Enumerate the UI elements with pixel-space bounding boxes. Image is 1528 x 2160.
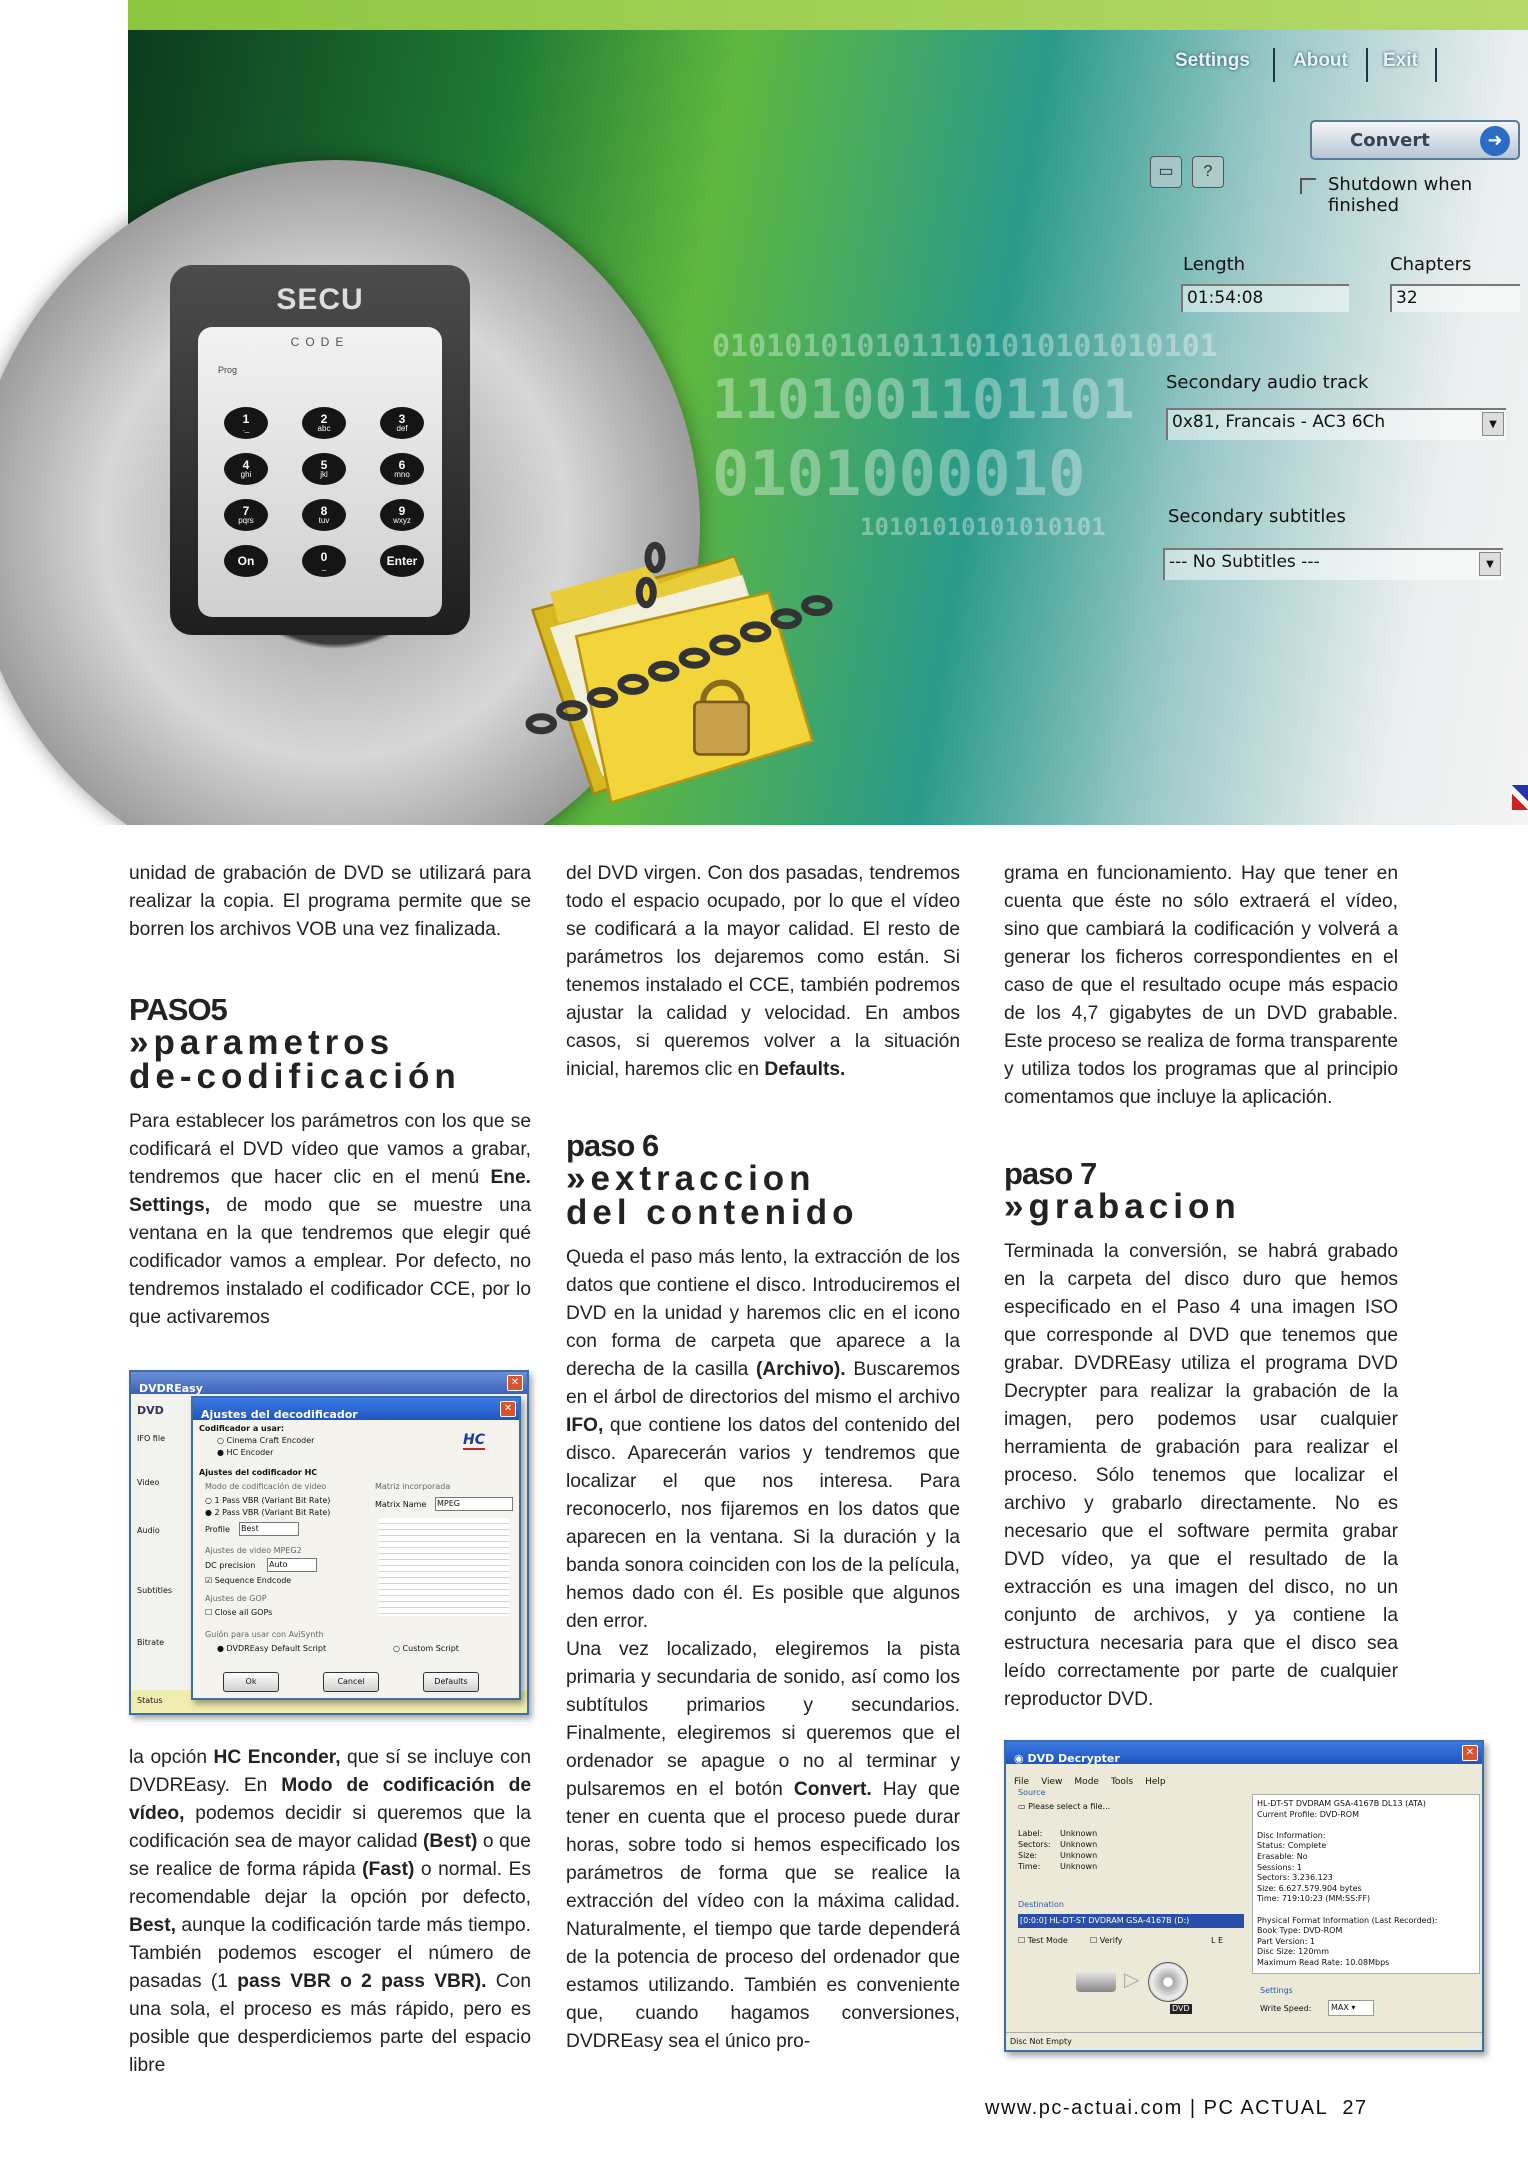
text-run: podemos decidir si queremos que la codificación sea de mayor calidad bbox=[129, 1803, 531, 1852]
write-speed-select[interactable]: MAX ▾ bbox=[1328, 2000, 1374, 2016]
bold-text: Defaults. bbox=[764, 1059, 846, 1080]
text-run: Buscaremos en el árbol de directorios del mismo el archivo bbox=[566, 1359, 961, 1408]
article-column-3 bbox=[1004, 860, 1475, 2060]
convert-label: Convert bbox=[1350, 129, 1430, 151]
key-number: 4 bbox=[242, 458, 250, 472]
section-heading bbox=[566, 1130, 960, 1230]
text-run: que contiene los datos del contenido del disco. Aparecerán varios y tendremos que localizar el que nos interesa. Para reconocerlo, nos fijaremos en los datos que aparecen en la ventana. Si la duración y la banda sonora coinciden con los de la película, hemos dado con él. Es posible que algunos den error. bbox=[566, 1415, 960, 1632]
key-number: 6 bbox=[398, 458, 406, 472]
text-run: aunque la codificación tarde más tiempo. También podemos escoger el número de pasadas (1 bbox=[129, 1915, 531, 1992]
shutdown-checkbox[interactable] bbox=[1300, 178, 1316, 194]
key-letters: ._ bbox=[242, 424, 250, 433]
heading-line: »extraccion bbox=[566, 1159, 816, 1198]
text-run: Con una sola, el proceso es más rápido, pero es posible que desperdiciemos parte del espacio libre bbox=[129, 1971, 531, 2076]
gop-label: Ajustes de GOP bbox=[205, 1594, 267, 1603]
key-letters: _ bbox=[321, 562, 327, 571]
info-key: Sectors: bbox=[1018, 1840, 1051, 1849]
dc-select[interactable]: Auto bbox=[267, 1558, 317, 1572]
key-letters: ghi bbox=[240, 470, 252, 479]
dvd-decrypter-screenshot bbox=[1004, 1740, 1475, 2060]
paragraph bbox=[566, 1636, 960, 2056]
destination-select[interactable]: [0:0:0] HL-DT-ST DVDRAM GSA-4167B (D:) bbox=[1018, 1914, 1244, 1928]
step-text: PASO5 bbox=[129, 992, 227, 1027]
key-letters: mno bbox=[394, 470, 410, 479]
sidebar-item-ifo[interactable]: IFO file bbox=[137, 1434, 165, 1443]
test-mode-checkbox[interactable]: ☐ Test Mode bbox=[1018, 1936, 1068, 1945]
keypad-key bbox=[380, 545, 424, 577]
article-column-1 bbox=[129, 860, 531, 2080]
disc-info-line: Erasable: No bbox=[1257, 1851, 1308, 1861]
disc-info-line: Physical Format Information (Last Recorded): bbox=[1257, 1915, 1438, 1925]
keypad-key bbox=[302, 545, 346, 577]
info-value: Unknown bbox=[1060, 1829, 1098, 1838]
info-value: Unknown bbox=[1060, 1840, 1098, 1849]
convert-button[interactable] bbox=[1310, 120, 1520, 160]
keypad-key bbox=[224, 407, 268, 439]
disc-info-line: Book Type: DVD-ROM bbox=[1257, 1926, 1343, 1936]
keypad-keys bbox=[224, 407, 424, 577]
ok-button[interactable]: Ok bbox=[223, 1672, 279, 1692]
dc-label: DC precision bbox=[205, 1561, 256, 1570]
settings-label: Settings bbox=[1260, 1986, 1293, 1995]
footer-separator: | bbox=[1189, 2097, 1197, 2119]
source-label: Source bbox=[1018, 1788, 1046, 1797]
status-bar: Status bbox=[131, 1690, 529, 1715]
bold-text: IFO, bbox=[566, 1415, 604, 1436]
info-row bbox=[1018, 1828, 1097, 1839]
menu-separator bbox=[1435, 48, 1437, 82]
hc-logo: HC bbox=[463, 1432, 485, 1448]
paragraph bbox=[129, 1744, 531, 2080]
info-key: Size: bbox=[1018, 1851, 1038, 1860]
key-number: 3 bbox=[398, 412, 406, 426]
disc-info-line: Part Version: 1 bbox=[1257, 1936, 1316, 1946]
hero-illustration bbox=[0, 0, 1528, 825]
page-number: 27 bbox=[1342, 2097, 1368, 2119]
keypad-key bbox=[224, 453, 268, 485]
text-run: del DVD virgen. Con dos pasadas, tendremos todo el espacio ocupado, por lo que el vídeo se codificará a la mayor calidad. El resto de parámetros los dejaremos como están. Si tenemos instalado el CCE, también podremos ajustar la calidad y velocidad. En ambos casos, si queremos volver a la situación inicial, haremos clic en bbox=[566, 863, 960, 1080]
keypad-key bbox=[380, 499, 424, 531]
heading-line: del contenido bbox=[566, 1193, 859, 1232]
disc-info-line: Maximum Read Rate: 10.08Mbps bbox=[1257, 1957, 1390, 1967]
text-run: Una vez localizado, elegiremos la pista primaria y secundaria de sonido, así como los subtítulos primarios y secundarios. Finalmente, elegiremos si queremos que el ordenador se apague o no al terminar y pulsaremos en el botón bbox=[566, 1639, 960, 1800]
dvdreasy-screenshot bbox=[129, 1370, 531, 1722]
text-run: Terminada la conversión, se habrá grabado en la carpeta del disco duro que hemos especificado en el Paso 4 una imagen ISO que corresponde al DVD que tenemos que grabar. DVDREasy utiliza el programa DVD Decrypter para realizar la grabación de la imagen, pero podemos usar cualquier herramienta de grabación para realizar el proceso. Sólo tenemos que localizar el archivo y grabarlo directamente. No es necesario que el software permita grabar DVD vídeo, ya que el resultado de la extracción es una imagen del disco, no un conjunto de archivos, y ya contiene la estructura necesaria para que el disco sea leído correctamente por parte de cualquier reproductor DVD. bbox=[1004, 1241, 1398, 1710]
play-arrow-icon[interactable]: ▷ bbox=[1124, 1967, 1140, 1991]
bold-text: (Archivo). bbox=[756, 1359, 846, 1380]
matrix-name-select[interactable]: MPEG bbox=[435, 1497, 513, 1511]
key-letters: tuv bbox=[318, 516, 330, 525]
heading-line: »parametros bbox=[129, 1023, 395, 1062]
disc-info-line bbox=[1257, 1820, 1475, 1831]
disc-info-line: Time: 719:10:23 (MM:SS:FF) bbox=[1257, 1894, 1371, 1904]
menu-item[interactable]: File bbox=[1014, 1777, 1030, 1787]
key-number: 5 bbox=[320, 458, 328, 472]
disc-info-line: Disc Information: bbox=[1257, 1830, 1326, 1840]
info-row bbox=[1018, 1850, 1097, 1861]
defaults-button[interactable]: Defaults bbox=[423, 1672, 479, 1692]
key-number: 2 bbox=[320, 412, 328, 426]
heading-line: »grabacion bbox=[1004, 1187, 1241, 1226]
paragraph bbox=[1004, 1238, 1398, 1714]
matrix-label: Matriz incorporada bbox=[375, 1482, 451, 1491]
text-run: Queda el paso más lento, la extracción de los datos que contiene el disco. Introduciremos el DVD en la unidad y haremos clic en el icono con forma de carpeta que aparece a la derecha de la casilla bbox=[566, 1247, 960, 1380]
keypad-key bbox=[302, 453, 346, 485]
menu-separator bbox=[1366, 48, 1368, 82]
chevron-down-icon: ▼ bbox=[1482, 412, 1504, 436]
radio-2pass[interactable]: ● 2 Pass VBR (Variant Bit Rate) bbox=[205, 1508, 331, 1517]
text-run: o normal. Es recomendable dejar la opción por defecto, bbox=[129, 1859, 531, 1908]
menu-item[interactable]: Mode bbox=[1074, 1777, 1099, 1787]
info-row bbox=[1018, 1839, 1097, 1850]
menu-item[interactable]: Help bbox=[1145, 1777, 1166, 1787]
close-icon[interactable]: ✕ bbox=[500, 1401, 516, 1417]
secondary-subtitles-label: Secondary subtitles bbox=[1168, 506, 1346, 527]
matrix-name-label: Matrix Name bbox=[375, 1500, 427, 1509]
locked-folder-icon bbox=[490, 540, 890, 820]
disc-info-line: Current Profile: DVD-ROM bbox=[1257, 1809, 1359, 1819]
chevron-down-icon: ▼ bbox=[1479, 552, 1501, 576]
article-column-2 bbox=[566, 860, 960, 2056]
paragraph bbox=[566, 1244, 960, 1636]
binary-text: 0101010101011101010101010101 bbox=[712, 329, 1218, 364]
page-footer bbox=[985, 2097, 1368, 2120]
secondary-audio-label: Secondary audio track bbox=[1166, 372, 1369, 393]
bold-text: Modo de codificación de vídeo, bbox=[129, 1775, 532, 1824]
text-run: la opción bbox=[129, 1747, 214, 1768]
burn-disc-button[interactable] bbox=[1148, 1962, 1188, 2002]
radio-custom-script[interactable]: ○ Custom Script bbox=[393, 1644, 459, 1653]
info-value: Unknown bbox=[1060, 1851, 1098, 1860]
menu-about[interactable]: About bbox=[1293, 50, 1348, 71]
footer-magazine: PC ACTUAL bbox=[1203, 2097, 1329, 2119]
paragraph bbox=[129, 860, 531, 944]
uk-flag-icon bbox=[1512, 785, 1528, 810]
step-label bbox=[566, 1130, 960, 1162]
key-letters: pqrs bbox=[238, 516, 254, 525]
secondary-subtitles-value: --- No Subtitles --- bbox=[1169, 552, 1320, 572]
disc-info-line: Status: Complete bbox=[1257, 1841, 1327, 1851]
keypad-key bbox=[302, 407, 346, 439]
bold-text: pass VBR o 2 pass VBR). bbox=[237, 1971, 487, 1992]
text-run: Hay que tener en cuenta que el proceso puede durar horas, sobre todo si hemos especificado los parámetros de forma que se realice la extracción del vídeo con la máxima calidad. Naturalmente, el tiempo que tarde dependerá de la potencia de proceso del ordenador que estamos utilizando. También es conveniente que, cuando hagamos conversiones, DVDREasy sea el único pro- bbox=[566, 1779, 961, 2052]
status-bar: Disc Not Empty bbox=[1006, 2032, 1484, 2051]
mpeg2-label: Ajustes de video MPEG2 bbox=[205, 1546, 302, 1555]
key-letters: jkl bbox=[320, 470, 328, 479]
radio-cce[interactable]: ○ Cinema Craft Encoder bbox=[217, 1436, 315, 1445]
length-field[interactable]: 01:54:08 bbox=[1181, 284, 1349, 312]
open-folder-icon[interactable]: ▭ bbox=[1150, 156, 1182, 188]
disc-info-line: Size: 6.627.579.904 bytes bbox=[1257, 1883, 1362, 1893]
text-run: grama en funcionamiento. Hay que tener en cuenta que éste no sólo extraerá el vídeo, sino que cambiará la codificación y volverá a generar los ficheros correspondientes en el caso de que el resultado ocupe más espacio de los 4,7 gigabytes de un DVD grabable. Este proceso se realiza de forma transparente y utiliza todos los programas que al principio comentamos que incluye la aplicación. bbox=[1004, 863, 1398, 1108]
dvd-badge: DVD bbox=[1172, 2004, 1190, 2013]
key-letters: abc bbox=[317, 424, 331, 433]
text-run: unidad de grabación de DVD se utilizará para realizar la copia. El programa permite que se borren los archivos VOB una vez finalizada. bbox=[129, 863, 531, 940]
encoder-group-label: Codificador a usar: bbox=[199, 1424, 285, 1433]
paragraph bbox=[129, 1108, 531, 1332]
info-value: Unknown bbox=[1060, 1862, 1098, 1871]
keypad-prog-label: Prog bbox=[218, 365, 238, 375]
help-icon[interactable]: ? bbox=[1192, 156, 1224, 188]
sidebar-item-bitrate[interactable]: Bitrate bbox=[137, 1638, 165, 1647]
key-number: 1 bbox=[242, 412, 250, 426]
menu-separator bbox=[1273, 48, 1275, 82]
disc-info-line: Sessions: 1 bbox=[1257, 1862, 1303, 1872]
key-letters: def bbox=[396, 424, 408, 433]
source-info bbox=[1018, 1828, 1097, 1872]
key-number: Enter bbox=[386, 554, 418, 568]
info-row bbox=[1018, 1861, 1097, 1872]
hc-settings-group-label: Ajustes del codificador HC bbox=[199, 1468, 318, 1477]
bold-text: HC Enconder, bbox=[213, 1747, 341, 1768]
dialog-title: Ajustes del decodificador bbox=[193, 1398, 519, 1420]
sidebar-item-audio[interactable]: Audio bbox=[137, 1526, 160, 1535]
keypad-code-label: CODE bbox=[290, 335, 350, 349]
keypad-key bbox=[380, 407, 424, 439]
text-run: de modo que se muestre una ventana en la que tendremos que elegir qué codificador vamos a emplear. Por defecto, no tendremos instalado el codificador CCE, por lo que activaremos bbox=[129, 1195, 531, 1328]
radio-hc[interactable]: ● HC Encoder bbox=[217, 1448, 274, 1457]
bold-text: Best, bbox=[129, 1915, 176, 1936]
sequence-checkbox[interactable]: ☑ Sequence Endcode bbox=[205, 1576, 292, 1585]
sidebar-item-video[interactable]: Video bbox=[137, 1478, 160, 1487]
profile-select[interactable]: Best bbox=[239, 1522, 299, 1536]
key-letters: wxyz bbox=[393, 516, 411, 525]
keypad-key bbox=[224, 545, 268, 577]
disc-info-line: Disc Size: 120mm bbox=[1257, 1947, 1330, 1957]
bold-text: Ene. Settings, bbox=[129, 1167, 531, 1216]
step-label bbox=[129, 994, 531, 1026]
key-number: 0 bbox=[320, 550, 328, 564]
keypad-key bbox=[224, 499, 268, 531]
bold-text: Convert. bbox=[793, 1779, 872, 1800]
secondary-audio-select[interactable] bbox=[1166, 408, 1506, 440]
menu-item[interactable]: Tools bbox=[1110, 1777, 1134, 1787]
text-run: que sí se incluye con DVDREasy. En bbox=[129, 1747, 531, 1796]
close-icon[interactable]: ✕ bbox=[507, 1375, 523, 1391]
paragraph bbox=[566, 860, 960, 1084]
close-gops-checkbox[interactable]: ☐ Close all GOPs bbox=[205, 1608, 273, 1617]
footer-url[interactable]: www.pc-actuai.com bbox=[985, 2097, 1183, 2119]
text-run: o que se realice de forma rápida bbox=[129, 1831, 531, 1880]
heading-line: de-codificación bbox=[129, 1057, 461, 1096]
security-keypad-graphic bbox=[170, 265, 470, 635]
radio-1pass[interactable]: ○ 1 Pass VBR (Variant Bit Rate) bbox=[205, 1496, 331, 1505]
disc-info-line bbox=[1257, 1905, 1475, 1916]
menu-exit[interactable]: Exit bbox=[1383, 50, 1418, 71]
close-icon[interactable]: ✕ bbox=[1462, 1745, 1478, 1761]
length-label: Length bbox=[1183, 254, 1246, 275]
binary-text: 10101010101010101 bbox=[860, 513, 1106, 541]
info-key: Label: bbox=[1018, 1829, 1043, 1838]
destination-label: Destination bbox=[1018, 1900, 1064, 1909]
chapters-field[interactable]: 32 bbox=[1390, 284, 1520, 312]
window-title: ◉ DVD Decrypter bbox=[1006, 1742, 1482, 1764]
chapters-label: Chapters bbox=[1390, 254, 1472, 275]
binary-text: 1101001101101 bbox=[712, 368, 1135, 431]
bold-text: (Best) bbox=[422, 1831, 478, 1852]
key-number: 9 bbox=[398, 504, 406, 518]
source-field[interactable]: ▭ Please select a file... bbox=[1018, 1802, 1111, 1811]
disc-info-panel bbox=[1252, 1794, 1480, 1974]
shutdown-label: Shutdown when finished bbox=[1328, 174, 1473, 216]
paragraph bbox=[1004, 860, 1398, 1112]
key-number: 8 bbox=[320, 504, 328, 518]
step-text: paso 6 bbox=[566, 1128, 659, 1163]
keypad-key bbox=[380, 453, 424, 485]
profile-label: Profile bbox=[205, 1525, 230, 1534]
keypad-key bbox=[302, 499, 346, 531]
step-label bbox=[1004, 1158, 1398, 1190]
section-heading bbox=[129, 994, 531, 1094]
radio-default-script[interactable]: ● DVDREasy Default Script bbox=[217, 1644, 327, 1653]
menu-item[interactable]: View bbox=[1041, 1777, 1063, 1787]
arrow-right-icon: ➜ bbox=[1480, 126, 1510, 156]
disc-info-line: HL-DT-ST DVDRAM GSA-4167B DL13 (ATA) bbox=[1257, 1799, 1426, 1808]
mode-label: Modo de codificación de video bbox=[205, 1482, 327, 1491]
key-number: 7 bbox=[242, 504, 250, 518]
binary-text: 0101000010 bbox=[712, 437, 1086, 510]
text-run: Para establecer los parámetros con los que se codificará el DVD vídeo que vamos a grabar, tendremos que hacer clic en el menú bbox=[129, 1111, 531, 1188]
quant-matrix bbox=[379, 1518, 509, 1616]
hard-drive-icon bbox=[1076, 1970, 1116, 1992]
window-title: DVDREasy bbox=[131, 1372, 527, 1394]
step-text: paso 7 bbox=[1004, 1156, 1097, 1191]
info-key: Time: bbox=[1018, 1862, 1041, 1871]
secondary-audio-value: 0x81, Francais - AC3 6Ch bbox=[1172, 412, 1386, 432]
verify-checkbox[interactable]: ☐ Verify bbox=[1090, 1936, 1123, 1945]
cancel-button[interactable]: Cancel bbox=[323, 1672, 379, 1692]
bold-text: (Fast) bbox=[362, 1859, 415, 1880]
write-speed-label: Write Speed: bbox=[1260, 2004, 1312, 2013]
keypad-brand: SECU bbox=[276, 283, 364, 316]
avisynth-label: Guión para usar con AviSynth bbox=[205, 1630, 324, 1639]
disc-info-line: Sectors: 3.236.123 bbox=[1257, 1873, 1333, 1883]
secondary-subtitles-select[interactable] bbox=[1163, 548, 1503, 580]
sidebar-item-subtitles[interactable]: Subtitles bbox=[137, 1586, 173, 1595]
dvd-logo: DVD bbox=[137, 1404, 164, 1417]
layer-indicator: L E bbox=[1211, 1936, 1224, 1945]
key-number: On bbox=[237, 554, 255, 568]
menu-settings[interactable]: Settings bbox=[1175, 50, 1250, 71]
top-color-bar bbox=[128, 0, 1528, 30]
section-heading bbox=[1004, 1158, 1398, 1224]
